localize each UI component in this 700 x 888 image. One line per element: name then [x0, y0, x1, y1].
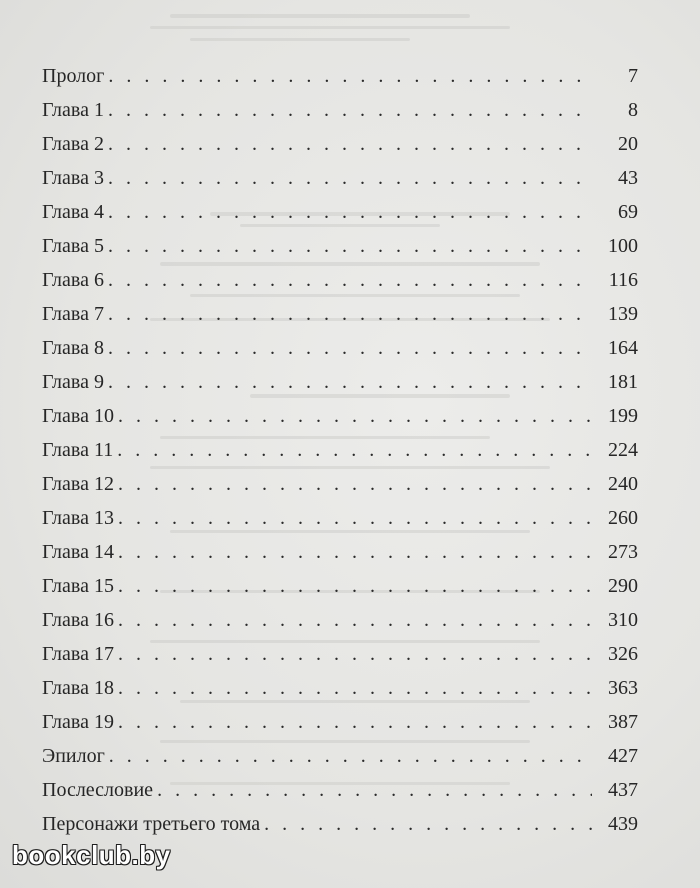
toc-entry-page: 69 [618, 201, 638, 223]
toc-entry-chapter-10 [42, 399, 638, 433]
toc-entry-chapter-5 [42, 229, 638, 263]
toc-entry-title: Глава 1 [42, 99, 104, 121]
toc-entry-title: Глава 15 [42, 575, 114, 597]
toc-entry-chapter-7 [42, 297, 638, 331]
toc-entry-page: 273 [608, 541, 638, 563]
toc-entry-title: Глава 5 [42, 235, 104, 257]
toc-entry-chapter-19 [42, 705, 638, 739]
toc-entry-title: Глава 12 [42, 473, 114, 495]
toc-entry-page: 139 [608, 303, 638, 325]
toc-entry-title: Глава 10 [42, 405, 114, 427]
toc-entry-title: Глава 9 [42, 371, 104, 393]
dot-leader [118, 705, 592, 739]
toc-entry-title: Глава 11 [42, 439, 114, 461]
dot-leader [109, 739, 592, 773]
dot-leader [108, 195, 592, 229]
toc-entry-chapter-11 [42, 433, 638, 467]
toc-entry-page: 387 [608, 711, 638, 733]
toc-entry-chapter-6 [42, 263, 638, 297]
toc-entry-page: 100 [608, 235, 638, 257]
dot-leader [118, 569, 592, 603]
toc-entry-page: 181 [608, 371, 638, 393]
dot-leader [108, 365, 592, 399]
toc-entry-title: Персонажи третьего тома [42, 813, 261, 835]
toc-entry-page: 20 [618, 133, 638, 155]
toc-entry-chapter-14 [42, 535, 638, 569]
toc-entry-page: 116 [608, 269, 638, 291]
dot-leader [108, 161, 592, 195]
toc-entry-epilogue [42, 739, 638, 773]
dot-leader [118, 467, 592, 501]
toc-entry-chapter-13 [42, 501, 638, 535]
dot-leader [118, 603, 592, 637]
dot-leader [118, 671, 592, 705]
toc-entry-page: 8 [628, 99, 638, 121]
toc-entry-title: Глава 17 [42, 643, 114, 665]
toc-entry-chapter-3 [42, 161, 638, 195]
toc-entry-chapter-16 [42, 603, 638, 637]
toc-entry-page: 260 [608, 507, 638, 529]
dot-leader [108, 127, 592, 161]
toc-entry-title: Глава 6 [42, 269, 104, 291]
toc-entry-title: Глава 14 [42, 541, 114, 563]
toc-entry-page: 363 [608, 677, 638, 699]
toc-entry-chapter-12 [42, 467, 638, 501]
dot-leader [118, 501, 592, 535]
dot-leader [108, 93, 592, 127]
toc-entry-page: 164 [608, 337, 638, 359]
dot-leader [108, 59, 592, 93]
toc-entry-title: Глава 13 [42, 507, 114, 529]
toc-entry-title: Глава 4 [42, 201, 104, 223]
toc-entry-title: Глава 2 [42, 133, 104, 155]
toc-entry-chapter-15 [42, 569, 638, 603]
toc-entry-title: Глава 3 [42, 167, 104, 189]
toc-entry-page: 7 [628, 65, 638, 87]
toc-entry-title: Пролог [42, 65, 105, 87]
toc-entry-page: 43 [618, 167, 638, 189]
toc-entry-title: Глава 7 [42, 303, 104, 325]
toc-entry-chapter-8 [42, 331, 638, 365]
toc-entry-page: 290 [608, 575, 638, 597]
toc-entry-afterword [42, 773, 638, 807]
dot-leader [157, 773, 592, 807]
toc-entry-title: Глава 16 [42, 609, 114, 631]
dot-leader [108, 331, 592, 365]
toc-entry-page: 326 [608, 643, 638, 665]
toc-entry-chapter-17 [42, 637, 638, 671]
dot-leader [108, 297, 592, 331]
toc-entry-page: 240 [608, 473, 638, 495]
dot-leader [108, 229, 592, 263]
toc-entry-page: 427 [608, 745, 638, 767]
toc-entry-chapter-18 [42, 671, 638, 705]
toc-entry-page: 310 [608, 609, 638, 631]
toc-entry-title: Эпилог [42, 745, 105, 767]
toc-entry-page: 199 [608, 405, 638, 427]
toc-entry-page: 224 [608, 439, 638, 461]
table-of-contents [42, 59, 638, 841]
toc-entry-chapter-4 [42, 195, 638, 229]
toc-entry-page: 437 [608, 779, 638, 801]
toc-entry-title: Глава 8 [42, 337, 104, 359]
toc-entry-chapter-9 [42, 365, 638, 399]
toc-entry-chapter-1 [42, 93, 638, 127]
dot-leader [118, 535, 592, 569]
toc-entry-chapter-2 [42, 127, 638, 161]
dot-leader [118, 399, 592, 433]
dot-leader [118, 637, 592, 671]
dot-leader [117, 433, 592, 467]
toc-entry-title: Глава 18 [42, 677, 114, 699]
toc-entry-title: Послесловие [42, 779, 154, 801]
watermark: bookclub.by [12, 840, 171, 870]
toc-entry-prologue [42, 59, 638, 93]
dot-leader [264, 807, 592, 841]
toc-entry-title: Глава 19 [42, 711, 114, 733]
toc-entry-page: 439 [608, 813, 638, 835]
toc-entry-characters [42, 807, 638, 841]
dot-leader [108, 263, 592, 297]
